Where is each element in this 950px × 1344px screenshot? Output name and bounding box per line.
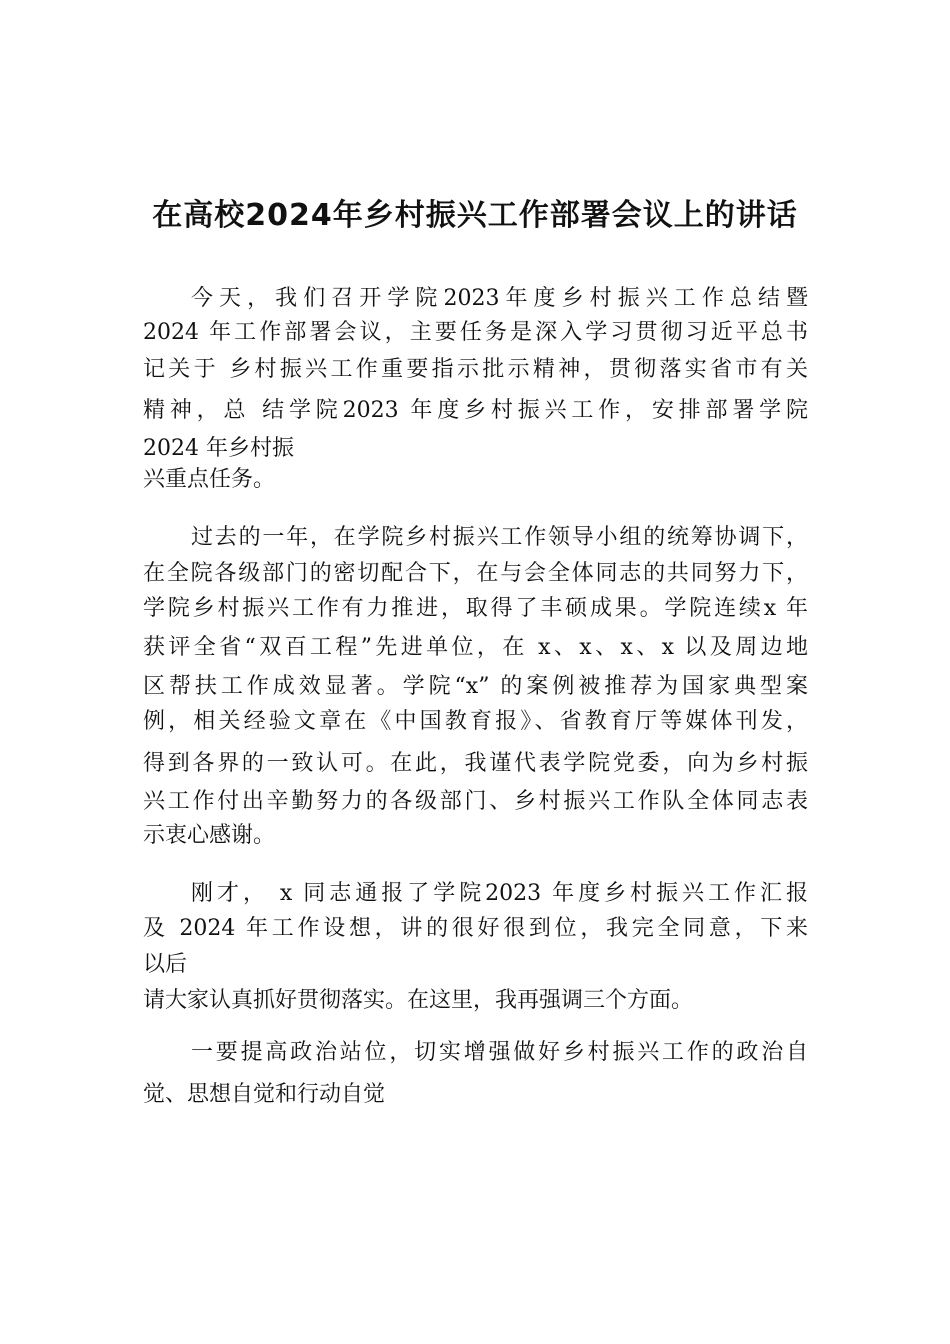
paragraph-2-line-3: 学院乡村振兴工作有力推进，取得了丰硕成果。学院连续x 年 (143, 596, 808, 621)
paragraph-2-line-7: 得到各界的一致认可。在此，我谨代表学院党委，向为乡村振 (143, 751, 808, 776)
paragraph-3-line-3: 以后 (143, 952, 188, 977)
paragraph-2-line-2: 在全院各级部门的密切配合下，在与会全体同志的共同努力下， (143, 561, 808, 586)
paragraph-1-line-4: 精神，总 结学院2023 年度乡村振兴工作，安排部署学院 (143, 398, 808, 423)
paragraph-1-line-3: 记关于 乡村振兴工作重要指示批示精神，贯彻落实省市有关 (143, 357, 808, 382)
paragraph-1-line-6: 兴重点任务。 (143, 467, 276, 492)
paragraph-3-line-2: 及 2024 年工作设想，讲的很好很到位，我完全同意，下来 (143, 916, 808, 941)
paragraph-1-line-2: 2024 年工作部署会议，主要任务是深入学习贯彻习近平总书 (143, 320, 808, 345)
paragraph-4-line-2: 觉、思想自觉和行动自觉 (143, 1082, 386, 1107)
paragraph-1-line-5: 2024 年乡村振 (143, 436, 294, 461)
paragraph-1-line-1: 今天，我们召开学院2023年度乡村振兴工作总结暨 (191, 286, 808, 311)
paragraph-3-line-4: 请大家认真抓好贯彻落实。在这里，我再强调三个方面。 (143, 988, 694, 1013)
paragraph-3-line-1: 刚才， x 同志通报了学院2023 年度乡村振兴工作汇报 (191, 881, 808, 906)
document-title: 在高校2024年乡村振兴工作部署会议上的讲话 (152, 198, 798, 233)
paragraph-2-line-1: 过去的一年，在学院乡村振兴工作领导小组的统筹协调下， (191, 525, 808, 550)
paragraph-2-line-4: 获评全省“双百工程”先进单位，在 x、x、x、x 以及周边地 (143, 635, 808, 660)
paragraph-2-line-5: 区帮扶工作成效显著。学院“x” 的案例被推荐为国家典型案 (143, 674, 808, 699)
paragraph-4-line-1: 一要提高政治站位，切实增强做好乡村振兴工作的政治自 (191, 1040, 808, 1065)
paragraph-2-line-6: 例，相关经验文章在《中国教育报》、省教育厅等媒体刊发， (143, 709, 808, 734)
paragraph-2-line-8: 兴工作付出辛勤努力的各级部门、乡村振兴工作队全体同志表 (143, 789, 808, 814)
paragraph-2-line-9: 示衷心感谢。 (143, 823, 276, 848)
